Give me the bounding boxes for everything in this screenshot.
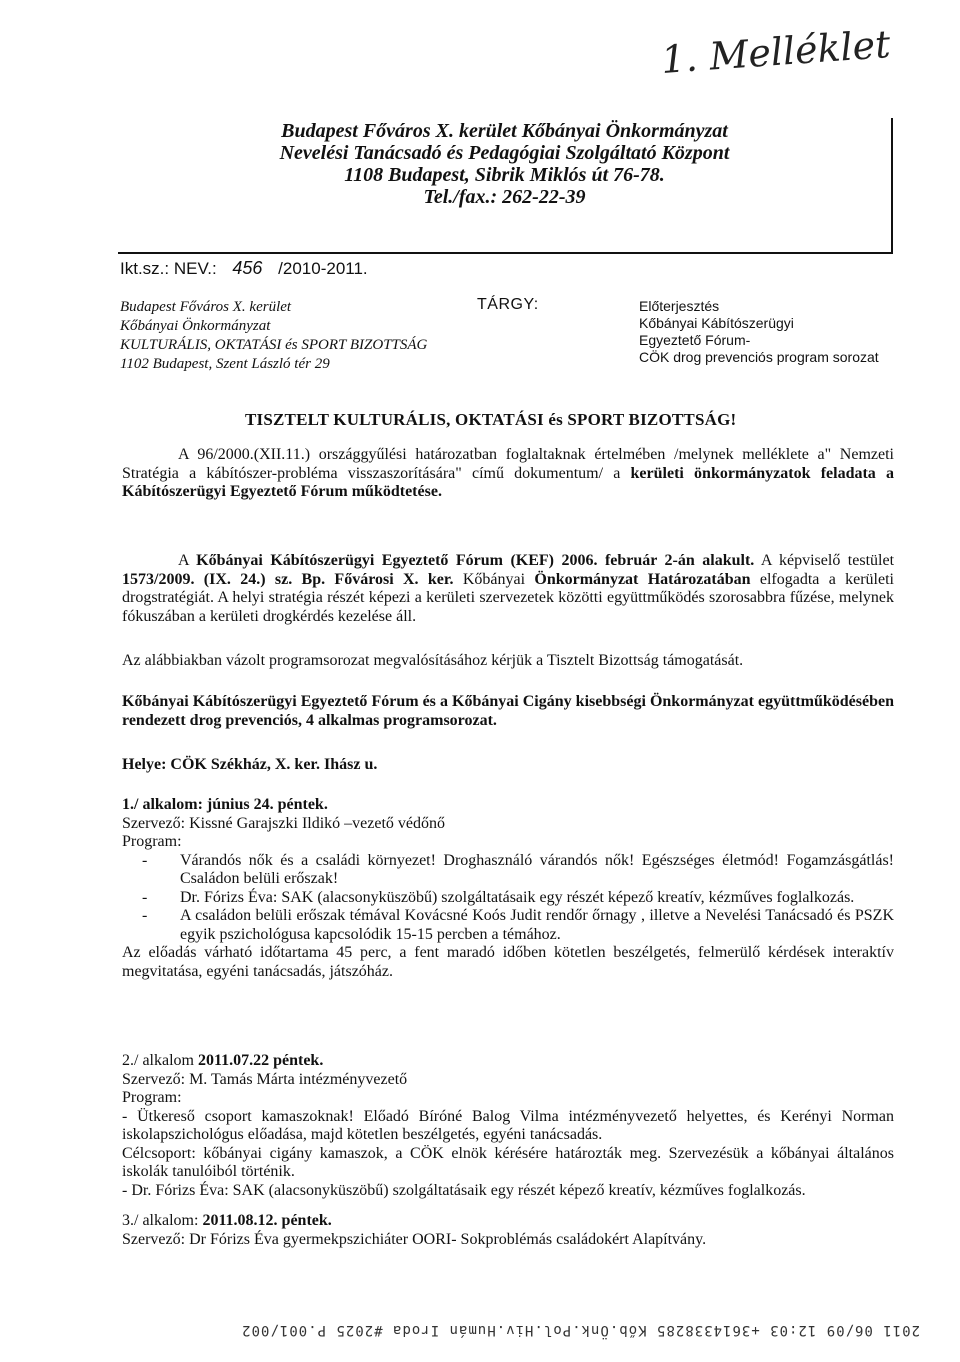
occasion-note: Az előadás várható időtartama 45 perc, a fent maradó időben kötetlen beszélgetés, felmerülő kérdések interaktív megvitatása, egyéni tanácsadás, játszóház.: [122, 944, 894, 980]
list-dash: -: [142, 851, 148, 869]
paragraph-bold-text: Önkormányzat Határozatában: [534, 570, 751, 588]
paragraph-text: A képviselő testület: [754, 552, 895, 569]
program-line: - Dr. Fórizs Éva: SAK (alacsonyküszöbű) szolgáltatásaik egy részét képező kreatív, kézműves foglalkozás.: [122, 1181, 806, 1199]
registration-handwritten-number: 456: [232, 258, 263, 278]
program-line: Célcsoport: kőbányai cigány kamaszok, a CÖK elnök kérésére határozták meg. Szervezésük a kőbányai általános iskolák tanulóiból történik.: [122, 1144, 894, 1180]
recipient-address: [120, 298, 427, 374]
subject-line: Kőbányai Kábítószerügyi: [639, 315, 794, 331]
fax-transmission-footer: 2011 06/09 12:03 +3614338285 Kőb.Önk.Pol.Hiv.Humán Iroda #2025 P.001/002: [241, 1322, 920, 1338]
occasion-2: [122, 1052, 894, 1200]
paragraph-text: A 96/2000.(XII.11.) országgyűlési határozatban foglaltaknak értelmében /melynek melléklete a" Nemzeti Stratégia a kábítószer-probléma visszaszorítására" című dokumentum/ a: [122, 446, 894, 482]
occasion-1: [122, 796, 894, 981]
registration-suffix: /2010-2011.: [278, 259, 368, 278]
paragraph-bold-text: 1573/2009. (IX. 24.) sz. Bp. Fővárosi X. ker.: [122, 570, 454, 588]
registration-prefix: Ikt.sz.: NEV.:: [120, 259, 217, 278]
paragraph-program-title: Kőbányai Kábítószerügyi Egyeztető Fórum és a Kőbányai Cigány kisebbségi Önkormányzat együttműködésében rendezett drog prevenciós, 4 alkalmas programsorozat.: [122, 693, 894, 729]
program-line: - Ütkereső csoport kamaszoknak! Előadó Bíróné Balog Vilma intézményvezető helyettes, és Kerényi Norman iskolapszichológus előadása, majd kötetlen beszélgetés, egyéni tanácsadás.: [122, 1107, 894, 1143]
body-section-2: [122, 552, 894, 626]
letterhead-line: Nevelési Tanácsadó és Pedagógiai Szolgáltató Központ: [279, 142, 730, 164]
body-section-3: [122, 652, 894, 671]
occasion-date: 2011.07.22 péntek.: [197, 1052, 324, 1069]
letterhead-box: [118, 118, 893, 254]
list-item: [122, 907, 894, 944]
paragraph-text: Kőbányai: [453, 570, 535, 588]
subject-label: TÁRGY:: [477, 296, 539, 313]
salutation: TISZTELT KULTURÁLIS, OKTATÁSI és SPORT BIZOTTSÁG!: [245, 410, 737, 429]
occasion-title: [122, 1212, 894, 1231]
letterhead-line: Budapest Főváros X. kerület Kőbányai Önkormányzat: [281, 120, 728, 142]
occasion-title-text: 2./ alkalom: [122, 1052, 198, 1069]
paragraph-support-request: Az alábbiakban vázolt programsorozat megvalósításához kérjük a Tisztelt Bizottság támogatását.: [122, 652, 744, 669]
subject-text: [639, 298, 879, 366]
subject-line: CÖK drog prevenciós program sorozat: [639, 349, 879, 365]
paragraph-text: elfogadta a kerületi drogstratégiát. A helyi stratégia részét képezi a kerületi szervezetek közötti együttműködés szorosabbra fűzése, melynek fókuszában a kerületi drogkérdés kezelése áll.: [122, 570, 894, 625]
occasion-3: [122, 1212, 894, 1249]
occasion-organizer: Szervező: M. Tamás Márta intézményvezető: [122, 1070, 408, 1088]
occasion-date: 2011.08.12. péntek.: [202, 1212, 332, 1229]
program-label: Program:: [122, 833, 182, 850]
letterhead-line: 1108 Budapest, Sibrik Miklós út 76-78.: [344, 164, 665, 186]
occasion-title-text: 3./ alkalom:: [122, 1212, 203, 1229]
subject-line: Előterjesztés: [639, 298, 720, 314]
program-label: Program:: [122, 1089, 182, 1106]
paragraph-bold-text: kerületi önkormányzatok feladata a Kábítószerügyi Egyeztető Fórum működtetése.: [122, 464, 894, 500]
list-item: [122, 889, 894, 908]
list-item-text: Dr. Fórizs Éva: SAK (alacsonyküszöbű) szolgáltatásaik egy részét képező kreatív, kézműves foglalkozás.: [180, 888, 855, 906]
paragraph-text: A: [178, 552, 197, 569]
address-line: 1102 Budapest, Szent László tér 29: [120, 356, 330, 372]
list-item: [122, 852, 894, 889]
occasion-title: [122, 1052, 894, 1071]
paragraph-legal-basis: [122, 446, 894, 502]
paragraph-bold-text: Kőbányai Kábítószerügyi Egyeztető Fórum (KEF) 2006. február 2-án alakult.: [196, 552, 755, 569]
subject-line: Egyeztető Fórum-: [639, 332, 751, 348]
list-dash: -: [142, 888, 148, 906]
program-list: [122, 852, 894, 945]
paragraph-kef-founding: [122, 552, 894, 626]
list-item-text: A családon belüli erőszak témával Kovácsné Koós Judit rendőr őrnagy , illetve a Nevelési Tanácsadó és PSZK egyik pszichológusa kapcsolódik 15-15 percben a témához.: [180, 907, 894, 943]
occasion-organizer: Szervező: Dr Fórizs Éva gyermekpszichiáter OORI- Sokproblémás családokért Alapítvány.: [122, 1230, 707, 1248]
list-item-text: Várandós nők és a családi környezet! Droghasználó várandós nők! Egészséges életmód! Fogamzásgátlás! Családon belüli erőszak!: [180, 851, 894, 887]
body-section-1: [122, 446, 894, 502]
handwritten-annex-note: 1. Melléklet: [659, 22, 892, 82]
letterhead-line: Tel./fax.: 262-22-39: [423, 186, 586, 208]
occasion-organizer: Szervező: Kissné Garajszki Ildikó –vezető védőnő: [122, 814, 446, 832]
registration-number: [120, 258, 368, 279]
list-dash: -: [142, 907, 148, 924]
address-line: KULTURÁLIS, OKTATÁSI és SPORT BIZOTTSÁG: [120, 337, 428, 353]
body-section-4: [122, 693, 894, 730]
address-line: Budapest Főváros X. kerület: [120, 299, 292, 315]
occasion-title: 1./ alkalom: június 24. péntek.: [122, 796, 328, 813]
address-line: Kőbányai Önkormányzat: [120, 318, 271, 334]
venue-line: Helye: CÖK Székház, X. ker. Ihász u.: [122, 756, 378, 773]
